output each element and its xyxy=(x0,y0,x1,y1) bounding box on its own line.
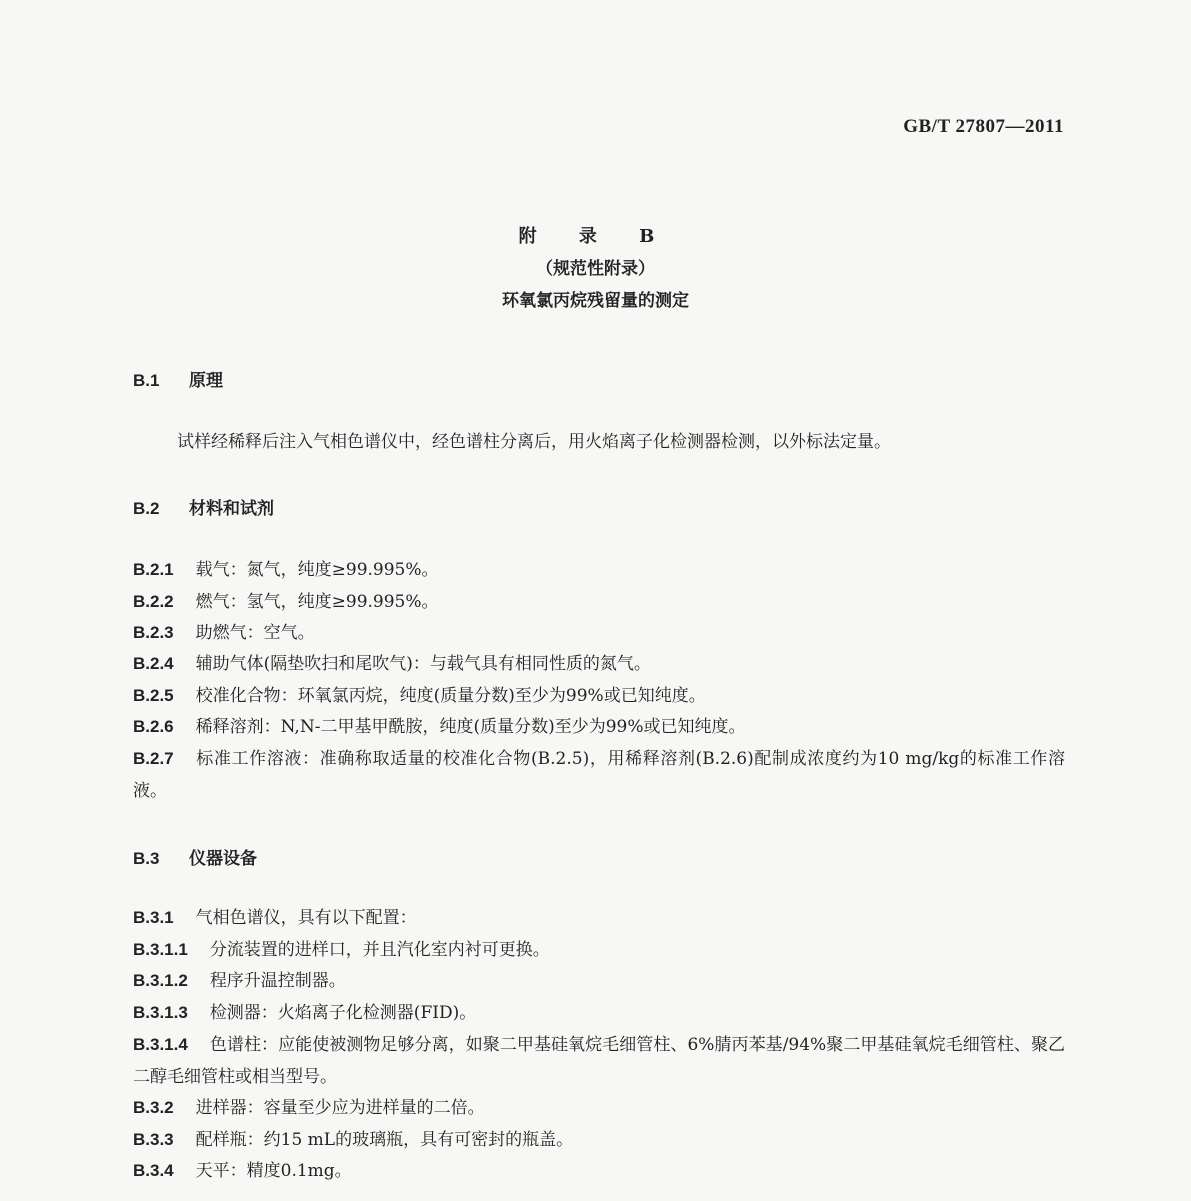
clause-number: B.3.1.3 xyxy=(133,1003,188,1022)
section-title: 原理 xyxy=(189,371,223,391)
clause-b2-3 xyxy=(133,617,1065,649)
clause-text: 程序升温控制器。 xyxy=(209,971,346,991)
clause-number: B.3.1.4 xyxy=(133,1035,188,1054)
standard-number: GB/T 27807—2011 xyxy=(903,116,1064,137)
clause-number: B.3.3 xyxy=(133,1130,174,1149)
clause-number: B.2.6 xyxy=(133,717,174,736)
clause-number: B.2.4 xyxy=(133,654,174,673)
clause-text: 辅助气体(隔垫吹扫和尾吹气)：与载气具有相同性质的氮气。 xyxy=(195,654,651,674)
clause-b2-5 xyxy=(133,680,1065,712)
clause-number: B.2.3 xyxy=(133,623,174,642)
section-number: B.1 xyxy=(133,371,160,390)
clause-b2-1 xyxy=(133,554,1065,586)
clause-b3-2 xyxy=(133,1092,1065,1124)
clause-text: 稀释溶剂：N,N-二甲基甲酰胺，纯度(质量分数)至少为99%或已知纯度。 xyxy=(195,717,746,737)
clause-text: 分流装置的进样口，并且汽化室内衬可更换。 xyxy=(209,940,550,960)
clause-number: B.2.2 xyxy=(133,592,174,611)
clause-text: 配样瓶：约15 mL的玻璃瓶，具有可密封的瓶盖。 xyxy=(195,1130,574,1150)
clause-b3-1-2 xyxy=(133,965,1065,997)
clause-number: B.2.5 xyxy=(133,686,174,705)
clause-text: 进样器：容量至少应为进样量的二倍。 xyxy=(195,1098,485,1118)
clause-text: 检测器：火焰离子化检测器(FID)。 xyxy=(209,1003,477,1023)
annex-type: （规范性附录） xyxy=(536,259,655,279)
clause-text: 载气：氮气，纯度≥99.995%。 xyxy=(195,560,439,580)
clause-b3-1 xyxy=(133,902,1065,934)
section-title: 材料和试剂 xyxy=(189,499,274,519)
clause-b3-1-4 xyxy=(133,1029,1065,1093)
clause-b2-4 xyxy=(133,648,1065,680)
clause-text: 气相色谱仪，具有以下配置： xyxy=(195,908,417,928)
clause-text: 天平：精度0.1mg。 xyxy=(195,1161,352,1181)
section-text-b1: 试样经稀释后注入气相色谱仪中，经色谱柱分离后，用火焰离子化检测器检测，以外标法定量。 xyxy=(177,432,891,452)
clause-b3-3 xyxy=(133,1124,1065,1156)
section-heading-b3 xyxy=(133,844,257,869)
clause-text: 标准工作溶液：准确称取适量的校准化合物(B.2.5)，用稀释溶剂(B.2.6)配制成浓度约为10 mg/kg的标准工作溶液。 xyxy=(133,749,1065,801)
section-number: B.3 xyxy=(133,849,160,868)
clause-number: B.3.1.2 xyxy=(133,971,188,990)
clause-b3-1-3 xyxy=(133,997,1065,1029)
clause-text: 色谱柱：应能使被测物足够分离，如聚二甲基硅氧烷毛细管柱、6%腈丙苯基/94%聚二甲基硅氧烷毛细管柱、聚乙二醇毛细管柱或相当型号。 xyxy=(133,1035,1065,1087)
annex-title: 环氧氯丙烷残留量的测定 xyxy=(502,291,689,311)
section-number: B.2 xyxy=(133,499,160,518)
clause-b3-4 xyxy=(133,1155,1065,1187)
clause-text: 校准化合物：环氧氯丙烷，纯度(质量分数)至少为99%或已知纯度。 xyxy=(195,686,706,706)
clause-number: B.3.4 xyxy=(133,1161,174,1180)
section-heading-b2 xyxy=(133,494,274,519)
section-heading-b1 xyxy=(133,366,223,391)
annex-label: 附 录 B xyxy=(518,226,673,247)
clause-b3-1-1 xyxy=(133,934,1065,966)
clause-b2-6 xyxy=(133,711,1065,743)
clause-number: B.3.1 xyxy=(133,908,174,927)
clause-text: 燃气：氢气，纯度≥99.995%。 xyxy=(195,592,439,612)
clause-number: B.2.7 xyxy=(133,749,174,768)
clause-b2-7 xyxy=(133,743,1065,807)
clause-b2-2 xyxy=(133,586,1065,618)
clause-number: B.2.1 xyxy=(133,560,174,579)
clause-number: B.3.2 xyxy=(133,1098,174,1117)
clause-text: 助燃气：空气。 xyxy=(195,623,315,643)
clause-number: B.3.1.1 xyxy=(133,940,188,959)
section-title: 仪器设备 xyxy=(189,849,257,869)
